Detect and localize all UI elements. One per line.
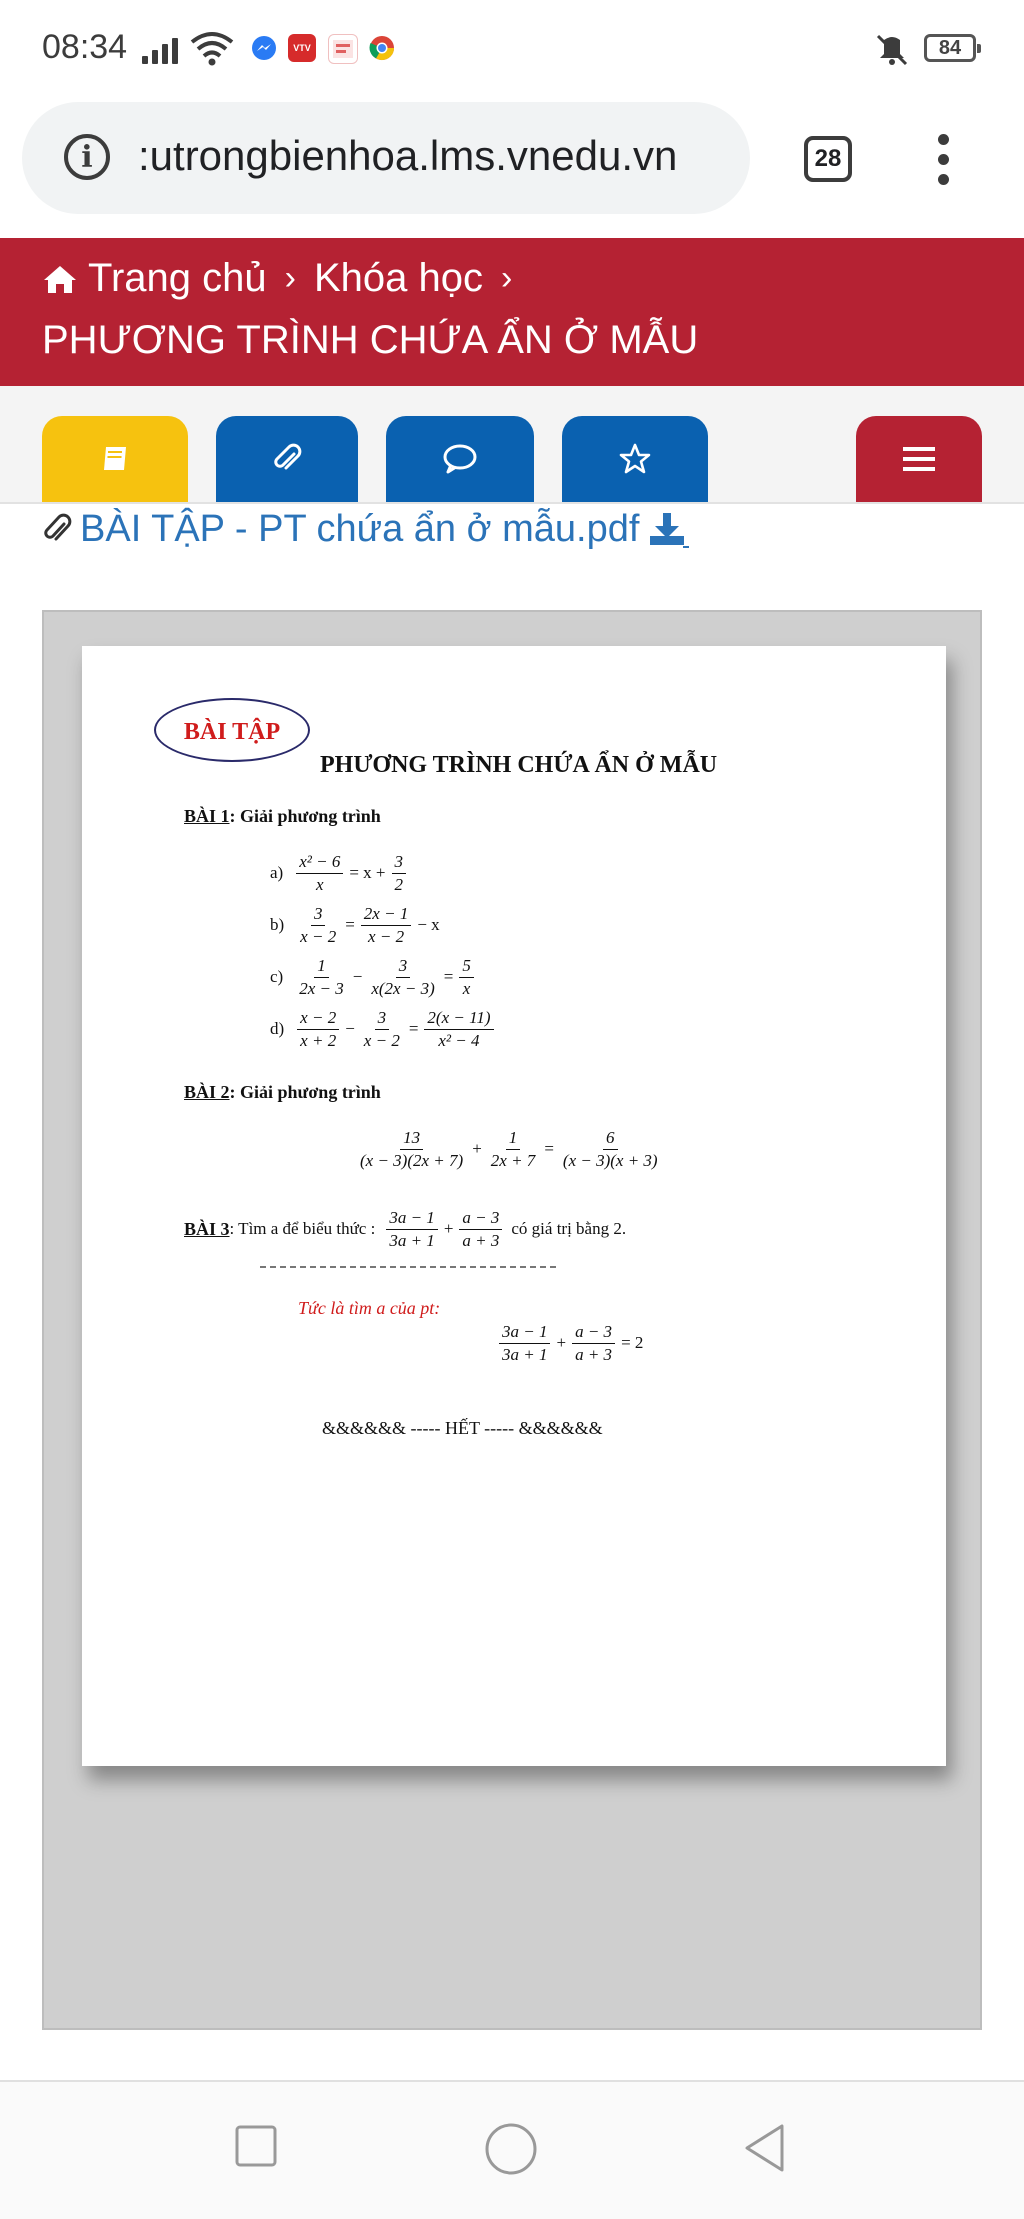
wifi-icon	[190, 30, 234, 66]
file-name[interactable]: BÀI TẬP - PT chứa ẩn ở mẫu.pdf	[80, 508, 640, 550]
equation-1a: a) $\frac{\text{x² − 6}}{x}$ = x + $\frac{3}{2}$	[270, 852, 409, 894]
paperclip-icon	[270, 442, 304, 476]
exercise-3-line: BÀI 3 : Tìm a để biểu thức : 3a − 1 3a + 1 + $\frac{a - 3}{a + 3}$ có giá trị bằng 2.	[184, 1208, 627, 1250]
tab-attachment[interactable]	[216, 416, 358, 502]
site-info-icon[interactable]: i	[64, 134, 110, 180]
chrome-icon	[368, 34, 396, 62]
tab-switcher-button[interactable]: 28	[804, 136, 852, 182]
mute-vibrate-icon	[872, 32, 912, 68]
svg-text:VTV: VTV	[293, 43, 311, 53]
hint-note: Tức là tìm a của pt:	[298, 1298, 441, 1318]
tab-comments[interactable]	[386, 416, 534, 502]
breadcrumb	[42, 256, 530, 301]
home-icon[interactable]	[42, 263, 78, 295]
activity-tab-strip	[0, 386, 1024, 504]
exercise-1-heading: BÀI 1: Giải phương trình	[184, 806, 381, 826]
status-time: 08:34	[42, 28, 128, 66]
book-icon	[98, 444, 132, 474]
pdf-page	[82, 646, 946, 1766]
dashed-divider	[260, 1266, 556, 1268]
messenger-icon	[250, 34, 278, 62]
battery-icon: 84	[924, 34, 976, 62]
equation-1c: c) 1 2x − 3 − $\frac{3}{x(2x - 3)}$ = $\frac{5}{x}$	[270, 956, 477, 998]
status-bar	[0, 0, 1024, 100]
comment-icon	[442, 443, 478, 475]
tab-book[interactable]	[42, 416, 188, 502]
address-bar[interactable]	[22, 102, 750, 214]
document-badge: BÀI TẬP	[154, 698, 310, 762]
page-title: PHƯƠNG TRÌNH CHỨA ẨN Ở MẪU	[42, 318, 699, 362]
home-circle-icon[interactable]	[484, 2122, 538, 2176]
page-header	[0, 238, 1024, 386]
equation-1d: d) x − 2 x + 2 − $\frac{3}{x - 2}$ = $\frac{2(x - 11)}{\text{x² − 4}}$	[270, 1008, 497, 1050]
more-options-icon[interactable]	[932, 134, 956, 186]
bao-moi-icon	[328, 34, 358, 64]
chevron-right-icon: ›	[500, 259, 513, 297]
signal-icon	[142, 32, 178, 64]
recents-square-icon[interactable]	[234, 2124, 278, 2168]
star-icon	[618, 442, 652, 476]
url-text[interactable]: :utrongbienhoa.lms.vnedu.vn	[138, 132, 678, 179]
end-marker: &&&&&& ----- HẾT ----- &&&&&&	[322, 1418, 603, 1438]
equation-2: 13 (x − 3)(2x + 7) + $\frac{1}{2x + 7}$ = $\frac{6}{(x - 3)(x + 3)}$	[360, 1128, 658, 1170]
tab-menu[interactable]	[856, 416, 982, 502]
back-triangle-icon[interactable]	[742, 2122, 786, 2174]
paperclip-icon	[40, 512, 74, 548]
equation-1b: b) $\frac{3}{x - 2}$ = $\frac{2x - 1}{x - 2}$ − x	[270, 904, 440, 946]
vtv-app-icon	[288, 34, 316, 62]
document-title: PHƯƠNG TRÌNH CHỨA ẨN Ở MẪU	[320, 752, 718, 778]
tab-favorite[interactable]	[562, 416, 708, 502]
chevron-right-icon: ›	[284, 259, 296, 297]
android-nav-bar	[0, 2080, 1024, 2219]
file-download-link[interactable]	[40, 508, 689, 551]
breadcrumb-home-link[interactable]: Trang chủ	[88, 256, 267, 300]
pdf-viewer[interactable]	[42, 610, 982, 2030]
hamburger-menu-icon	[901, 444, 937, 474]
hint-equation: 3a − 1 3a + 1 + $\frac{a - 3}{a + 3}$ = 2	[496, 1322, 646, 1364]
download-icon[interactable]	[647, 510, 689, 550]
breadcrumb-courses-link[interactable]: Khóa học	[313, 256, 483, 300]
exercise-2-heading: BÀI 2: Giải phương trình	[184, 1082, 381, 1102]
